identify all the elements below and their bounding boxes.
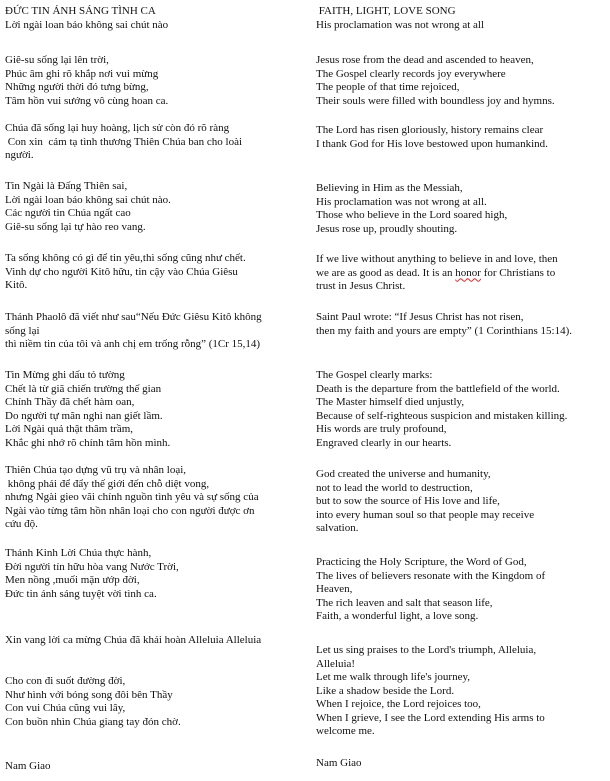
en-stanza-7 (316, 468, 606, 536)
en-title: FAITH, LIGHT, LOVE SONG (316, 5, 456, 17)
vn-stanza-10 (5, 675, 305, 729)
vn-line: Chết là từ giã chiến trường thế gian (5, 382, 162, 395)
vn-line: Chính Thầy đã chết hàm oan, (5, 396, 135, 408)
vn-stanza-9 (5, 634, 305, 648)
vn-line: Khắc ghi nhớ rõ chính tâm hồn mình. (5, 436, 171, 449)
en-line: salvation. (316, 522, 359, 534)
vn-title: ĐỨC TIN ÁNH SÁNG TÌNH CA (5, 5, 156, 17)
vn-line: Thánh Kinh Lời Chúa thực hành, (5, 547, 152, 559)
en-stanza-6 (316, 369, 606, 450)
vn-line: Lời Ngài quả thật thâm trầm, (5, 423, 134, 435)
en-line: When I rejoice, the Lord rejoices too, (316, 698, 481, 710)
en-line: Alleluia! (316, 657, 356, 670)
vn-stanza-8 (5, 547, 305, 601)
en-line: The people of that time rejoiced, (316, 81, 460, 93)
en-line: Heaven, (316, 583, 353, 595)
vn-line: Con xin cảm tạ tình thương Thiên Chúa ban cho loài (5, 135, 243, 148)
en-line: Because of self-righteous suspicion and mistaken killing. (316, 409, 568, 422)
en-line: trust in Jesus Christ. (316, 280, 406, 292)
en-line: Like a shadow beside the Lord. (316, 684, 455, 697)
en-line: Faith, a wonderful light, a love song. (316, 610, 479, 622)
en-line: then my faith and yours are empty” (1 Corinthians 15:14). (316, 324, 572, 337)
vn-line: Ngài vào từng tâm hồn nhân loại cho con người được ơn (5, 504, 255, 517)
en-line: The Master himself died unjustly, (316, 396, 465, 408)
en-stanza-8 (316, 556, 606, 624)
vn-line: Vinh dự cho người Kitô hữu, tin cậy vào Chúa Giêsu (5, 265, 238, 278)
en-line: Practicing the Holy Scripture, the Word of God, (316, 556, 527, 568)
en-author (316, 757, 606, 771)
vn-line: Giê-su sống lại lên trời, (5, 54, 109, 66)
en-line: Let me walk through life's journey, (316, 671, 471, 683)
en-stanza-1 (316, 54, 606, 108)
vn-line: sống lại (5, 324, 40, 337)
en-heading (316, 5, 606, 32)
en-stanza-4 (316, 253, 606, 294)
spellcheck-flagged-word[interactable]: honor (455, 266, 481, 279)
vn-line: Thánh Phaolô đã viết như sau“Nếu Đức Giêsu Kitô không (5, 311, 262, 323)
en-line: His proclamation was not wrong at all. (316, 195, 487, 208)
vn-line: Các người tin Chúa ngất cao (5, 207, 131, 219)
vn-line: không phải để đẩy thế giới đến chỗ diệt vong, (5, 477, 210, 490)
en-line: but to sow the source of His love and life, (316, 495, 500, 507)
en-line: His words are truly profound, (316, 423, 447, 435)
vn-line: Con vui Chúa cũng vui lây, (5, 702, 126, 714)
en-line: The Lord has risen gloriously, history remains clear (316, 124, 544, 136)
en-stanza-3 (316, 182, 606, 236)
vn-intro: Lời ngài loan báo không sai chút nào (5, 18, 169, 31)
vn-line: Thiên Chúa tạo dựng vũ trụ và nhân loại, (5, 464, 187, 476)
en-text: we are as good as dead. It is an (316, 266, 456, 279)
vn-line: nhưng Ngài gieo vãi chính nguồn tình yêu và sự sống của (5, 491, 259, 503)
vn-line: Do người tự mãn nghi nan giết lầm. (5, 409, 163, 422)
en-line: If we live without anything to believe in and love, then (316, 253, 558, 265)
vn-line: cứu độ. (5, 518, 38, 530)
vn-stanza-7 (5, 464, 305, 532)
vn-line: Đức tin ánh sáng tuyệt vời tình ca. (5, 587, 157, 600)
vn-line: Những người thời đó tưng bừng, (5, 81, 149, 93)
en-line: Saint Paul wrote: “If Jesus Christ has not risen, (316, 311, 524, 323)
vn-line: Tin Mừng ghi dấu tỏ tường (5, 369, 125, 381)
en-line: Let us sing praises to the Lord's triumph, Alleluia, (316, 644, 537, 656)
en-text: for Christians to (480, 266, 556, 279)
vn-line: Ta sống không có gì để tin yêu,thì sống cũng như chết. (5, 252, 246, 264)
en-line: Jesus rose up, proudly shouting. (316, 222, 458, 235)
vn-line: Phúc âm ghi rõ khắp nơi vui mừng (5, 67, 159, 80)
en-author-name: Nam Giao (316, 757, 362, 769)
en-line: The rich leaven and salt that season life, (316, 596, 493, 609)
en-line: Believing in Him as the Messiah, (316, 182, 463, 194)
en-line: The lives of believers resonate with the Kingdom of (316, 569, 546, 582)
en-line: Their souls were filled with boundless joy and hymns. (316, 94, 555, 107)
vn-line: Tâm hồn vui sướng vô cùng hoan ca. (5, 94, 169, 107)
vn-heading (5, 5, 305, 32)
vn-stanza-1 (5, 54, 305, 108)
en-line: Death is the departure from the battlefield of the world. (316, 382, 560, 395)
en-stanza-2 (316, 124, 606, 151)
vn-author-name: Nam Giao (5, 760, 51, 772)
en-line: The Gospel clearly marks: (316, 369, 433, 381)
vn-line: người. (5, 149, 34, 161)
en-line: The Gospel clearly records joy everywhere (316, 67, 506, 80)
vn-line: Chúa đã sống lại huy hoàng, lịch sử còn đó rõ ràng (5, 122, 230, 134)
en-line (316, 267, 606, 281)
en-line: into every human soul so that people may receive (316, 508, 535, 521)
en-line: God created the universe and humanity, (316, 468, 491, 480)
vn-line: Xin vang lời ca mừng Chúa đã khải hoàn Alleluia Alleluia (5, 634, 262, 646)
en-line: Engraved clearly in our hearts. (316, 436, 452, 449)
en-line: welcome me. (316, 725, 375, 737)
en-stanza-5 (316, 311, 606, 338)
vn-line: Kitô. (5, 279, 28, 291)
en-line: Those who believe in the Lord soared high, (316, 209, 508, 221)
vn-line: Men nồng ,muối mặn ướp đời, (5, 574, 140, 586)
en-line: Jesus rose from the dead and ascended to heaven, (316, 54, 534, 66)
vn-line: Tin Ngài là Đấng Thiên sai, (5, 180, 128, 192)
vn-line: thì niềm tin của tôi và anh chị em trống rỗng” (1Cr 15,14) (5, 338, 261, 350)
vn-stanza-3 (5, 180, 305, 234)
en-line: not to lead the world to destruction, (316, 481, 473, 494)
vn-line: Giê-su sống lại tự hào reo vang. (5, 220, 146, 233)
vn-line: Đời người tín hữu hòa vang Nước Trời, (5, 560, 179, 573)
vn-line: Như hình với bóng song đôi bên Thầy (5, 688, 173, 701)
vn-stanza-6 (5, 369, 305, 450)
en-stanza-9 (316, 644, 606, 739)
vn-author (5, 760, 305, 774)
vn-line: Con buồn nhìn Chúa giang tay đón chờ. (5, 715, 181, 728)
en-intro: His proclamation was not wrong at all (316, 18, 485, 31)
vn-stanza-4 (5, 252, 305, 293)
vn-stanza-5 (5, 311, 305, 352)
vn-stanza-2 (5, 122, 305, 163)
en-line: I thank God for His love bestowed upon humankind. (316, 137, 548, 150)
vn-line: Lời ngài loan báo không sai chút nào. (5, 193, 171, 206)
vn-line: Cho con đi suốt đường đời, (5, 675, 126, 687)
en-line: When I grieve, I see the Lord extending His arms to (316, 711, 545, 724)
